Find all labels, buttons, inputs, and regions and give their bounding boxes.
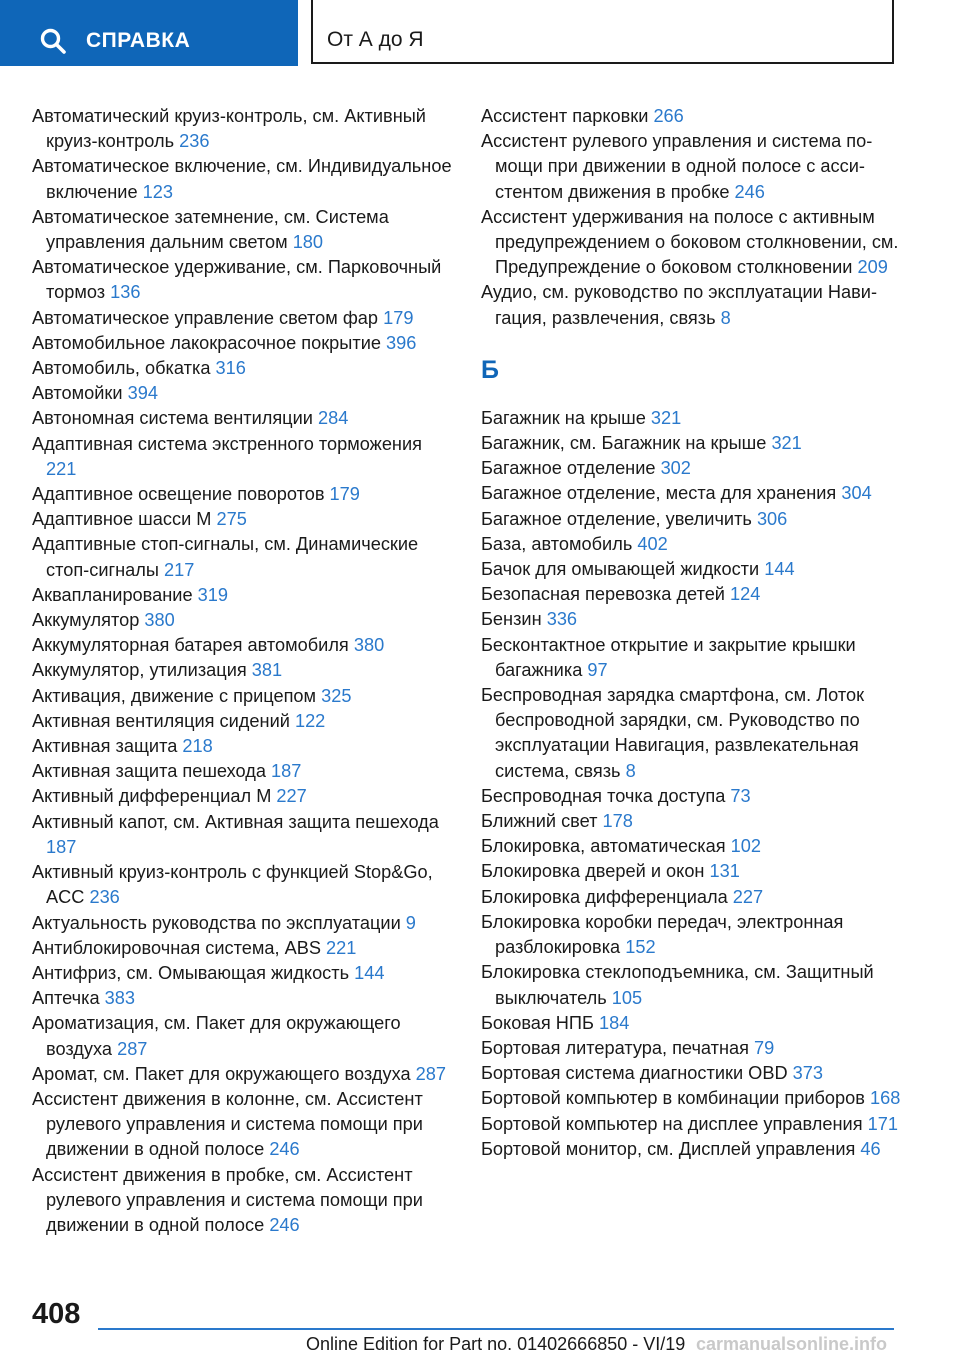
index-entry-text: Автоматический круиз-контроль, см. Активный круиз-контроль [32,106,426,152]
index-entry [481,960,901,1010]
page-link[interactable]: 8 [625,760,636,781]
page-link[interactable]: 122 [294,710,326,731]
watermark: carmanualsonline.info [696,1334,888,1354]
index-entry-text: Багажное отделение, места для хранения [481,483,842,504]
page-link[interactable]: 306 [756,508,788,529]
index-entry [481,859,901,884]
index-entry-text: Багажное отделение [481,458,661,479]
page-link[interactable]: 221 [326,937,357,958]
index-entry [32,810,457,860]
search-icon [40,28,66,54]
index-entry [481,557,901,582]
index-entry [32,482,457,507]
index-entry [32,734,457,759]
index-entry-text: Активная защита [32,736,183,757]
index-entry-text: Автомобиль, обкатка [32,358,216,379]
index-entry [32,532,457,582]
index-entry-text: Бортовой монитор, см. Дисплей управления [481,1138,861,1159]
index-entry [481,456,901,481]
index-entry-text: Активная защита пешехода [32,761,272,782]
page-link[interactable]: 396 [386,332,417,353]
index-entry [32,961,457,986]
index-entry-text: Ассистент движения в колонне, см. Ассистент рулевого управления и система помощи при движении в одной полосе [32,1088,423,1160]
index-entry-text: Бортовой компьютер в комбинации приборов [481,1088,870,1109]
index-entry [32,1163,457,1239]
index-entry [481,582,901,607]
index-entry-text: Адаптивное освещение поворотов [32,484,330,505]
index-entry [32,936,457,961]
index-entry [32,583,457,608]
index-entry-text: Автоматическое удерживание, см. Парковочный тормоз [32,257,442,303]
index-entry [32,633,457,658]
index-entry [481,406,901,431]
page-link[interactable]: 275 [216,509,247,530]
index-entry [481,1061,901,1086]
index-entry-text: Активная вентиляция сидений [32,710,295,731]
index-entry-text: Антиблокировочная система, ABS [32,937,327,958]
index-entry-text: Беспроводная точка доступа [481,785,731,806]
page-link[interactable]: 9 [405,912,416,933]
index-entry [481,633,901,683]
page-link[interactable]: 73 [730,785,751,806]
index-entry-text: Адаптивная система экстренного торможения [32,433,422,454]
index-entry-text: Автомобильное лакокрасочное покрытие [32,332,387,353]
page-link[interactable]: 287 [415,1063,446,1084]
page-link[interactable]: 227 [732,886,764,907]
index-entry-text: Безопасная перевозка детей [481,584,731,605]
index-column-left [32,104,457,1238]
page-link[interactable]: 79 [754,1037,775,1058]
page-link[interactable]: 246 [734,181,765,202]
index-entry [32,381,457,406]
index-entry [481,784,901,809]
index-entry-text: Блокировка, автоматическая [481,836,731,857]
index-entry-text: Ассистент рулевого управления и система помощи при движении в одной полосе с ассистентом движения в пробке [481,131,873,202]
index-entry [481,809,901,834]
page-link[interactable]: 209 [857,257,888,278]
page-link[interactable]: 266 [653,106,684,126]
page-link[interactable]: 123 [142,181,173,202]
page-link[interactable]: 131 [709,861,740,882]
index-entry-text: Автоматическое затемнение, см. Система управления дальним светом [32,206,389,253]
index-entry-text: Багажник на крыше [481,407,651,428]
help-tab-label: СПРАВКА [86,29,191,52]
page-link[interactable]: 179 [329,484,360,505]
page-link[interactable]: 381 [251,660,283,681]
page-link[interactable]: 321 [771,433,802,454]
index-entry [32,860,457,910]
index-entry-text: Бесконтактное открытие и закрытие крышки багажника [481,634,856,680]
page-link[interactable]: 383 [104,988,135,1009]
page-link[interactable]: 246 [269,1139,300,1160]
page-link[interactable]: 46 [860,1138,881,1159]
index-entry [481,104,901,129]
section-letter: Б [481,355,499,384]
index-entry [481,834,901,859]
index-entry-text: Аптечка [32,988,105,1009]
index-entry-text: База, автомобиль [481,533,638,554]
page-link[interactable]: 325 [321,685,352,706]
index-entry-text: Аквапланирование [32,584,198,605]
page-link[interactable]: 221 [46,458,77,479]
index-entry [32,784,457,809]
index-entry [481,1086,901,1111]
page-link[interactable]: 246 [269,1214,300,1235]
index-entry [481,481,901,506]
index-entry [32,205,457,255]
page-number: 408 [32,1298,81,1330]
index-entry [481,1011,901,1036]
index-entry [32,331,457,356]
index-entry [32,306,457,331]
page-link[interactable]: 152 [625,937,656,958]
page-link[interactable]: 136 [110,282,141,303]
index-entry [32,709,457,734]
index-entry [481,205,901,281]
footer-divider [98,1328,894,1330]
page-link[interactable]: 287 [117,1038,148,1059]
index-entry-text: Бензин [481,609,547,630]
page-link[interactable]: 302 [660,458,691,479]
index-entry-text: Активный круиз-контроль с функцией Stop&Go, ACC [32,862,433,908]
index-entry-text: Антифриз, см. Омывающая жидкость [32,962,355,983]
page-link[interactable]: 168 [869,1088,901,1109]
index-entry-text: Ближний свет [481,811,603,832]
index-entry [32,154,457,204]
index-entry [32,608,457,633]
index-entry [32,911,457,936]
page-link[interactable]: 380 [144,610,175,631]
index-entry [32,1011,457,1061]
index-entry-text: Боковая НПБ [481,1012,599,1033]
index-entry [32,658,457,683]
index-entry-text: Ассистент движения в пробке, см. Ассистент рулевого управления и система помощи при движении в одной полосе [32,1164,423,1235]
index-entry [32,104,457,154]
index-entry-text: Автоматическое управление светом фар [32,307,384,328]
index-entry [32,1062,457,1087]
page-link[interactable]: 394 [127,383,158,404]
index-entry [481,1137,901,1162]
page-link[interactable]: 217 [164,559,195,580]
index-entry-text: Ароматизация, см. Пакет для окружающего воздуха [32,1013,401,1059]
page-link[interactable]: 402 [637,533,668,554]
index-entry-text: Адаптивные стоп-сигналы, см. Динамические стоп-сигналы [32,534,419,580]
page-link[interactable]: 187 [271,761,302,782]
index-entry [32,684,457,709]
page-link[interactable]: 184 [599,1012,630,1033]
index-entry-text: Автомойки [32,383,128,404]
index-entry [481,129,901,205]
index-entry-text: Ассистент удерживания на полосе с активным предупреждением о боковом столкновении, см. Предупреждение о боковом столкновении [481,206,899,278]
index-entry-text: Багажное отделение, увеличить [481,508,757,529]
index-entry [32,986,457,1011]
page-link[interactable]: 321 [650,407,682,428]
az-tab-label: От А до Я [327,28,424,51]
page-link[interactable]: 187 [46,836,77,857]
edition-text: Online Edition for Part no. 01402666850 - VI/19 [306,1334,686,1354]
index-entry-text: Бачок для омывающей жидкости [481,559,765,580]
index-entry [481,1112,901,1137]
index-entry [32,759,457,784]
index-entry [481,507,901,532]
index-entry [481,683,901,784]
page-link[interactable]: 380 [353,635,385,656]
index-entry-text: Активный капот, см. Активная защита пешехода [32,811,439,832]
page-link[interactable]: 284 [317,408,349,429]
index-entry-text: Аудио, см. руководство по эксплуатации Навигация, развлечения, связь [481,282,878,328]
page-link[interactable]: 8 [720,307,731,328]
index-entry-text: Актуальность руководства по эксплуатации [32,912,406,933]
header [0,0,960,66]
index-entry-text: Аккумулятор, утилизация [32,660,252,681]
page-link[interactable]: 171 [867,1113,898,1134]
index-entry [481,1036,901,1061]
page-link[interactable]: 178 [602,811,633,832]
index-entry-text: Аромат, см. Пакет для окружающего воздуха [32,1063,416,1084]
index-entry-text: Автоматическое включение, см. Индивидуальное включение [32,156,452,202]
index-entry-text: Беспроводная зарядка смартфона, см. Лоток беспроводной зарядки, см. Руководство по эксплуатации Навигация, развлекательная система, связь [481,685,865,781]
index-entry [32,406,457,431]
page-link[interactable]: 373 [792,1063,823,1084]
index-entry-text: Блокировка коробки передач, электронная разблокировка [481,911,844,958]
index-entry-text: Блокировка дверей и окон [481,861,710,882]
page-link[interactable]: 105 [611,987,643,1008]
index-entry [32,507,457,532]
index-entry [481,885,901,910]
page-link[interactable]: 97 [587,659,608,680]
help-tab[interactable] [0,0,298,66]
index-entry [32,356,457,381]
index-entry-text: Аккумулятор [32,610,145,631]
index-column-right [481,104,901,1162]
page-link[interactable]: 227 [276,786,307,807]
index-entry-text: Ассистент парковки [481,106,654,126]
index-entry [481,431,901,456]
page-link[interactable]: 336 [546,609,578,630]
page-link[interactable]: 102 [730,836,761,857]
page-link[interactable]: 124 [730,584,761,605]
index-entry [481,607,901,632]
page-link[interactable]: 236 [179,131,210,152]
index-entry-text: Активный дифференциал M [32,786,277,807]
page-link[interactable]: 319 [197,584,228,605]
index-entry-text: Блокировка стеклоподъемника, см. Защитный выключатель [481,962,874,1008]
index-entry-text: Бортовой компьютер на дисплее управления [481,1113,868,1134]
page-link[interactable]: 218 [182,736,213,757]
page-link[interactable]: 179 [383,307,414,328]
index-entry-text: Автономная система вентиляции [32,408,318,429]
az-tab[interactable] [311,0,894,64]
page-link[interactable]: 180 [292,232,324,253]
index-entry [32,255,457,305]
index-entry-text: Бортовая литература, печатная [481,1037,755,1058]
index-entry [481,532,901,557]
index-entry-text: Бортовая система диагностики OBD [481,1063,793,1084]
page-link[interactable]: 236 [89,887,120,908]
index-entry [481,280,901,330]
index-entry-text: Адаптивное шасси M [32,509,217,530]
index-entry [481,910,901,960]
index-entry-text: Аккумуляторная батарея автомобиля [32,635,354,656]
index-entry-text: Блокировка дифференциала [481,886,733,907]
page-link[interactable]: 304 [841,483,872,504]
index-entry-text: Активация, движение с прицепом [32,685,322,706]
page-link[interactable]: 144 [354,962,385,983]
index-entry [32,432,457,482]
index-entry [32,1087,457,1163]
page-link[interactable]: 316 [215,358,246,379]
page-link[interactable]: 144 [764,559,795,580]
index-entry-text: Багажник, см. Багажник на крыше [481,433,772,454]
